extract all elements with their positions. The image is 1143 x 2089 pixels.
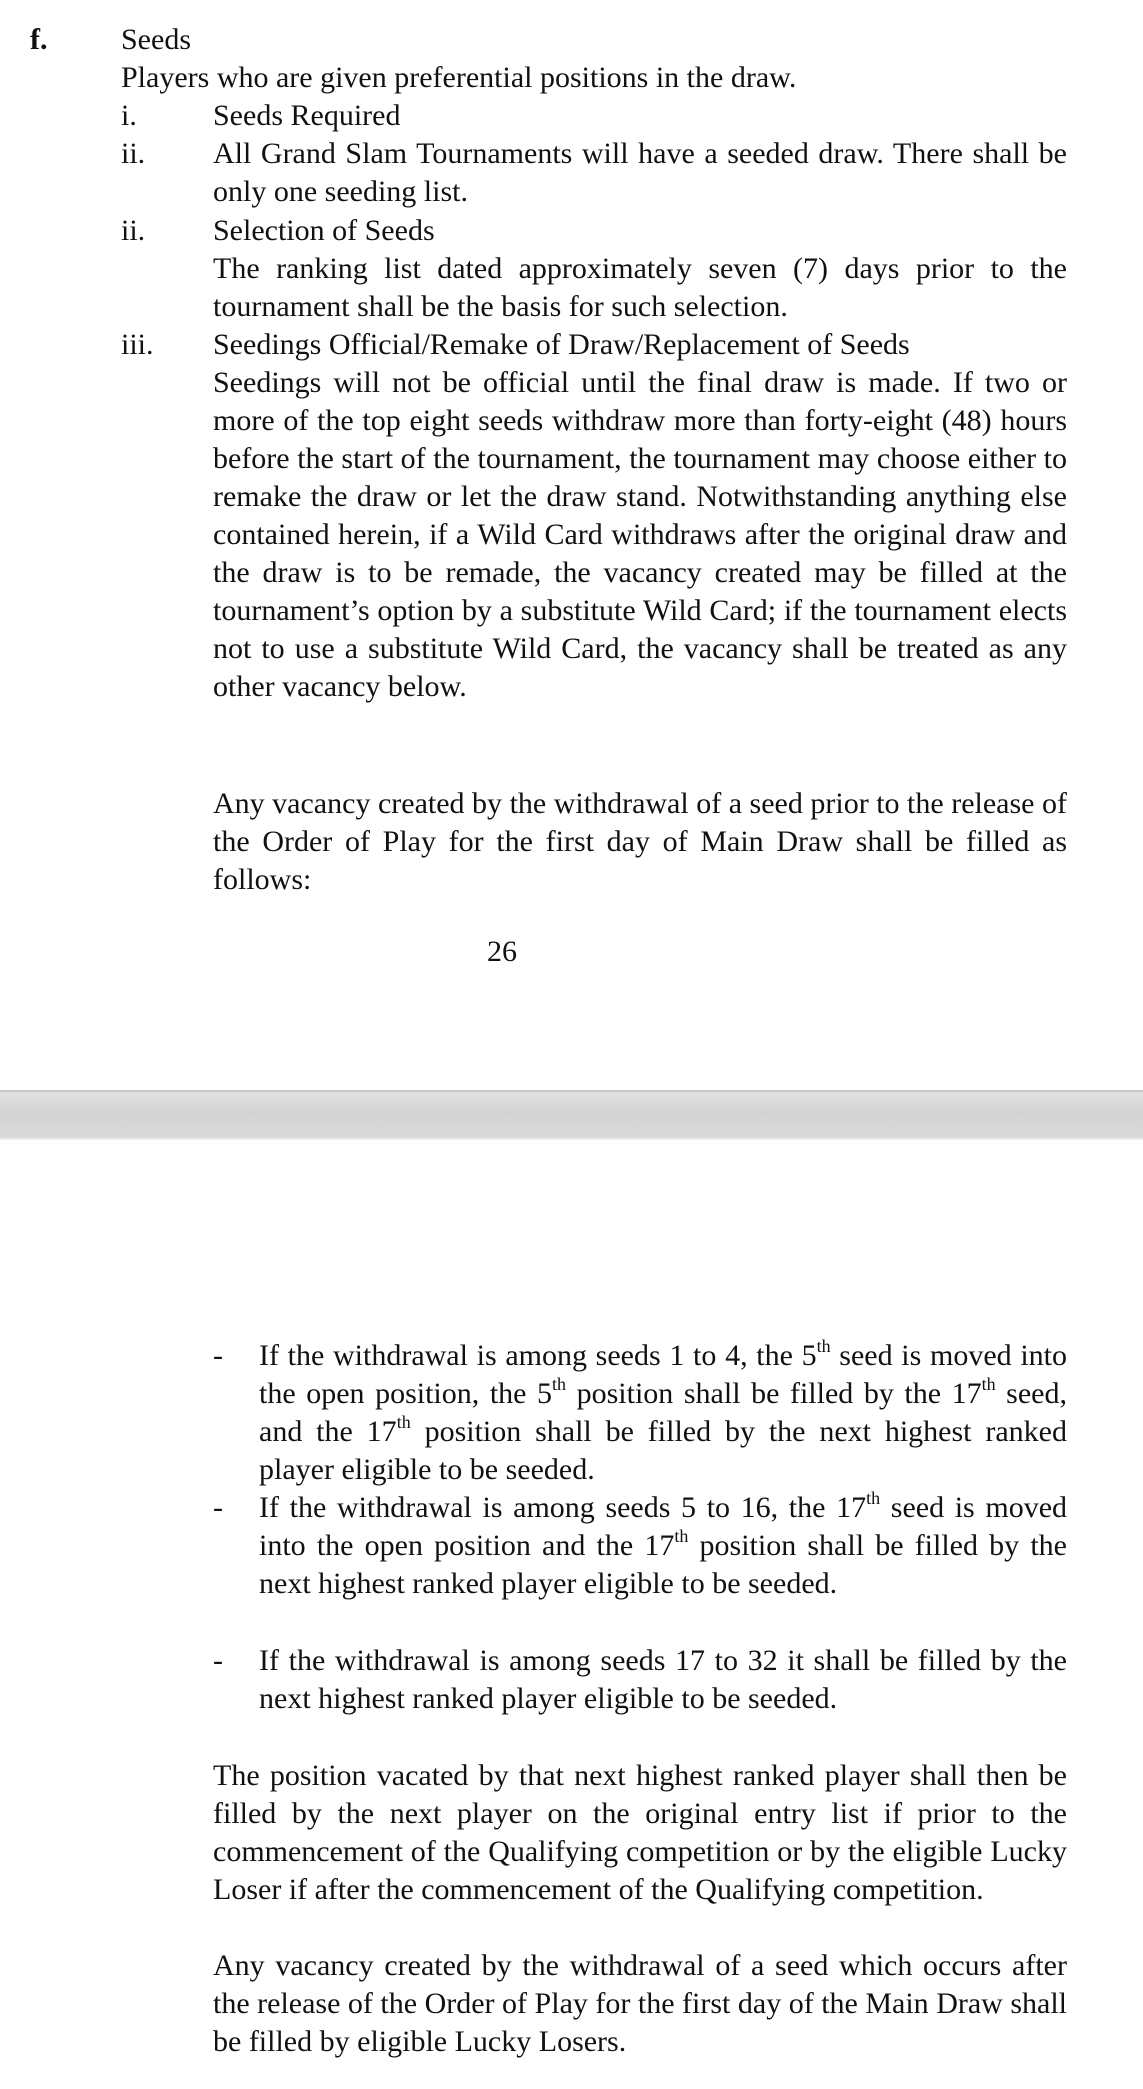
bullet-text: If the withdrawal is among seeds 1 to 4, the 5 (259, 1339, 817, 1372)
ordinal-suffix: th (866, 1488, 881, 1508)
vacancy-paragraph: Any vacancy created by the withdrawal of a seed prior to the release of the Order of Play for the first day of Main Draw shall be filled as follows: (213, 787, 1067, 896)
section-letter: f. (30, 23, 48, 56)
after-release-paragraph: Any vacancy created by the withdrawal of a seed which occurs after the release of the Order of Play for the first day of the Main Draw shall be filled by eligible Lucky Losers. (213, 1949, 1067, 2058)
item-number: iii. (121, 328, 154, 361)
section-title: Seeds (121, 23, 191, 56)
ordinal-suffix: th (552, 1374, 567, 1394)
bullet-text: position shall be filled by the 17 (566, 1377, 982, 1410)
item-heading: Selection of Seeds (213, 214, 435, 247)
bullet-text: seed, and the 17 (259, 1377, 1067, 1448)
bullet-dash: - (213, 1491, 223, 1524)
item-body: All Grand Slam Tournaments will have a seeded draw. There shall be only one seeding list. (213, 137, 1067, 208)
item-body: Seedings will not be official until the final draw is made. If two or more of the top eight seeds withdraw more than forty-eight (48) hours before the start of the tournament, the tournament may choose either to remake the draw or let the draw stand. Notwithstanding anything else contained herein, if a Wild Card withdraws after the original draw and the draw is to be remade, the vacancy created may be filled at the tournament’s option by a substitute Wild Card; if the tournament elects not to use a substitute Wild Card, the vacancy shall be treated as any other vacancy below. (213, 366, 1067, 703)
bullet-dash: - (213, 1644, 223, 1677)
bullet-item (259, 1337, 1067, 1489)
bullet-text: position shall be filled by the next highest ranked player eligible to be seeded. (259, 1415, 1067, 1486)
bullet-item: If the withdrawal is among seeds 17 to 32 it shall be filled by the next highest ranked player eligible to be seeded. (259, 1644, 1067, 1715)
item-heading: Seedings Official/Remake of Draw/Replacement of Seeds (213, 328, 910, 361)
item-number: i. (121, 99, 137, 132)
vacated-position-paragraph: The position vacated by that next highest ranked player shall then be filled by the next player on the original entry list if prior to the commencement of the Qualifying competition or by the eligible Lucky Loser if after the commencement of the Qualifying competition. (213, 1759, 1067, 1906)
item-heading: Seeds Required (213, 99, 401, 132)
ordinal-suffix: th (396, 1412, 411, 1432)
bullet-text: If the withdrawal is among seeds 5 to 16, the 17 (259, 1491, 867, 1524)
bullet-item (259, 1489, 1067, 1603)
page-separator (0, 1090, 1143, 1140)
section-intro: Players who are given preferential positions in the draw. (121, 61, 797, 94)
bullet-text: position shall be filled by the next highest ranked player eligible to be seeded. (259, 1529, 1067, 1600)
item-number: ii. (121, 214, 146, 247)
bullet-dash: - (213, 1339, 223, 1372)
ordinal-suffix: th (981, 1374, 996, 1394)
bullet-text: seed is moved into the open position and the 17 (259, 1491, 1068, 1562)
ordinal-suffix: th (816, 1336, 831, 1356)
document-page-2 (0, 1140, 1143, 2089)
item-body: The ranking list dated approximately seven (7) days prior to the tournament shall be the basis for such selection. (213, 252, 1067, 323)
bullet-text: seed is moved into the open position, the 5 (259, 1339, 1067, 1410)
ordinal-suffix: th (674, 1526, 689, 1546)
page-number: 26 (487, 935, 517, 968)
item-number: ii. (121, 137, 146, 170)
